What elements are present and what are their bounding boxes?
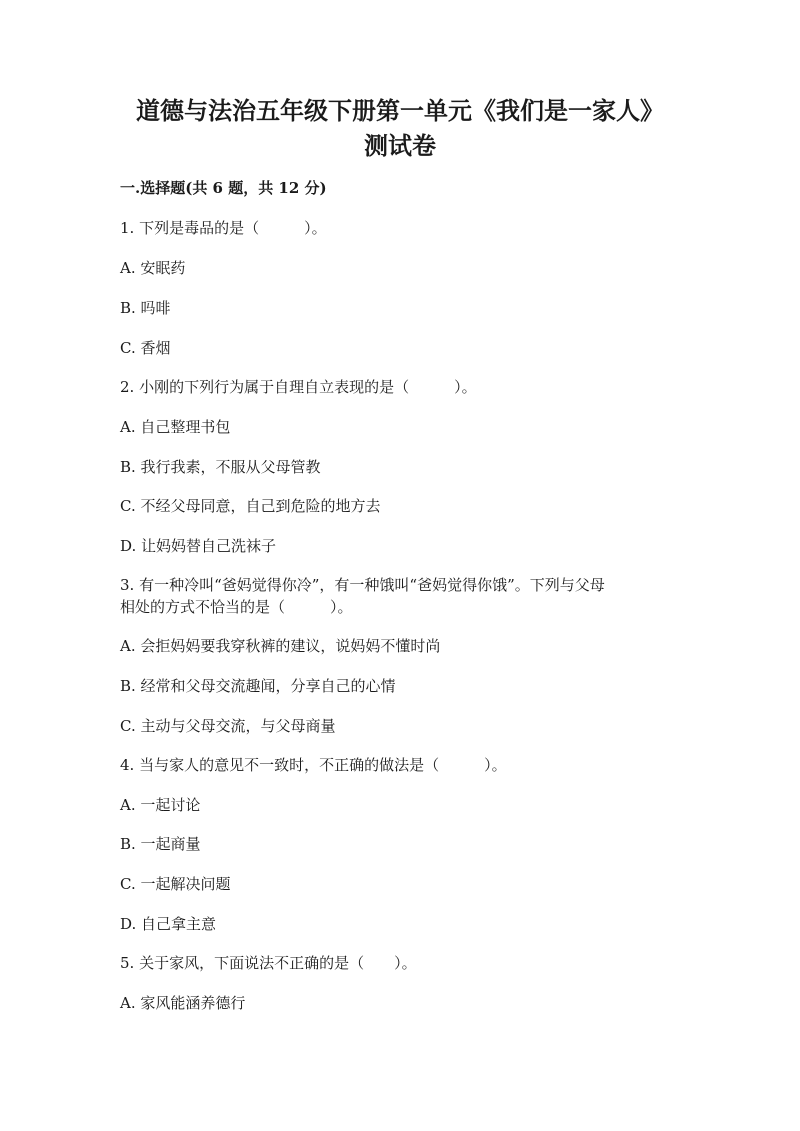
question-option: A. 一起讨论 <box>120 796 201 814</box>
question-option: A. 安眠药 <box>120 259 186 277</box>
question-option: A. 自己整理书包 <box>120 418 231 436</box>
page-title: 道德与法治五年级下册第一单元《我们是一家人》 <box>136 96 664 125</box>
question-option: B. 经常和父母交流趣闻，分享自己的心情 <box>120 677 396 695</box>
question-option: B. 吗啡 <box>120 299 171 317</box>
question-stem: 5. 关于家风，下面说法不正确的是（ ）。 <box>120 954 417 972</box>
question-stem: 1. 下列是毒品的是（ ）。 <box>120 219 327 237</box>
question-option: C. 不经父母同意，自己到危险的地方去 <box>120 497 381 515</box>
question-stem: 3. 有一种冷叫“爸妈觉得你冷”，有一种饿叫“爸妈觉得你饿”。下列与父母 <box>120 576 605 594</box>
question-option: C. 主动与父母交流，与父母商量 <box>120 717 336 735</box>
page-subtitle: 测试卷 <box>364 131 436 160</box>
question-stem: 2. 小刚的下列行为属于自理自立表现的是（ ）。 <box>120 378 477 396</box>
question-option: C. 一起解决问题 <box>120 875 231 893</box>
question-option: D. 自己拿主意 <box>120 915 217 933</box>
question-option: B. 我行我素，不服从父母管教 <box>120 458 321 476</box>
section-heading: 一.选择题(共 6 题，共 12 分) <box>120 179 327 197</box>
question-option: A. 会拒妈妈要我穿秋裤的建议，说妈妈不懂时尚 <box>120 637 441 655</box>
question-option: C. 香烟 <box>120 339 171 357</box>
question-stem-continued: 相处的方式不恰当的是（ ）。 <box>120 598 353 616</box>
question-option: A. 家风能涵养德行 <box>120 994 246 1012</box>
question-stem: 4. 当与家人的意见不一致时，不正确的做法是（ ）。 <box>120 756 507 774</box>
question-option: B. 一起商量 <box>120 835 201 853</box>
question-option: D. 让妈妈替自己洗袜子 <box>120 537 277 555</box>
